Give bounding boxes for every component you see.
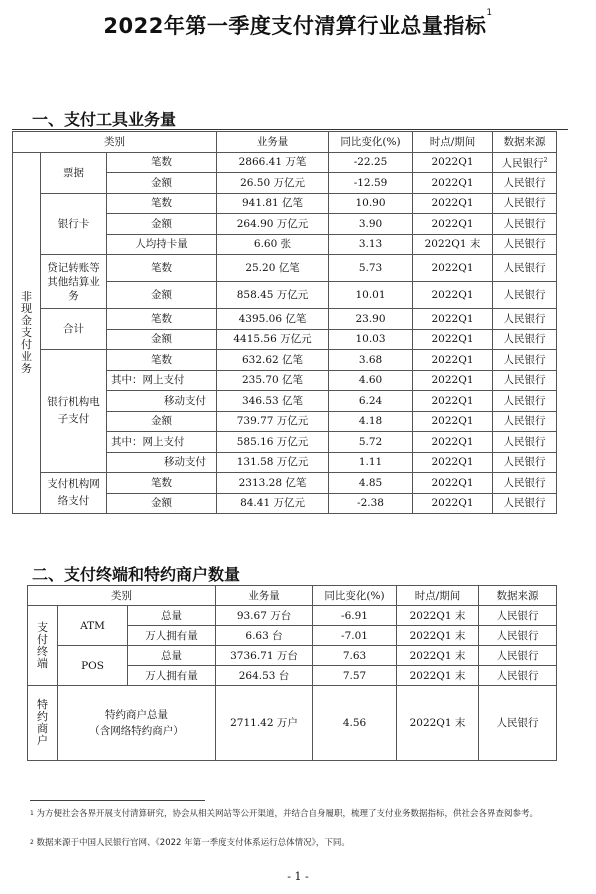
section-divider bbox=[12, 129, 568, 130]
metric-label: 金额 bbox=[107, 329, 217, 350]
volume-cell: 264.53 台 bbox=[216, 666, 313, 686]
header-volume: 业务量 bbox=[216, 586, 313, 606]
yoy-cell: 10.03 bbox=[329, 329, 413, 350]
volume-cell: 84.41 万亿元 bbox=[217, 493, 329, 514]
yoy-cell: 10.01 bbox=[329, 282, 413, 309]
metric-label: 金额 bbox=[107, 173, 217, 194]
yoy-cell: 4.85 bbox=[329, 473, 413, 494]
metric-label: 笔数 bbox=[107, 255, 217, 282]
period-cell: 2022Q1 bbox=[413, 282, 493, 309]
group-label-non-cash: 非现金支付业务 bbox=[13, 152, 41, 514]
source-cell: 人民银行 bbox=[493, 473, 557, 494]
source-cell: 人民银行 bbox=[493, 255, 557, 282]
category-bank-electronic: 银行机构电子支付 bbox=[41, 350, 107, 473]
metric-label-online: 其中：网上支付 bbox=[107, 432, 217, 453]
header-source: 数据来源 bbox=[479, 586, 557, 606]
period-cell: 2022Q1 bbox=[413, 493, 493, 514]
period-cell: 2022Q1 bbox=[413, 391, 493, 412]
volume-cell: 2711.42 万户 bbox=[216, 686, 313, 761]
yoy-cell: 1.11 bbox=[329, 452, 413, 473]
period-cell: 2022Q1 末 bbox=[397, 606, 479, 626]
period-cell: 2022Q1 bbox=[413, 350, 493, 371]
volume-cell: 632.62 亿笔 bbox=[217, 350, 329, 371]
period-cell: 2022Q1 末 bbox=[397, 646, 479, 666]
page-number: - 1 - bbox=[287, 870, 309, 883]
source-cell: 人民银行 bbox=[493, 173, 557, 194]
source-cell: 人民银行 bbox=[479, 626, 557, 646]
table-row bbox=[13, 350, 557, 371]
category-payment-institution: 支付机构网络支付 bbox=[41, 473, 107, 514]
yoy-cell: -22.25 bbox=[329, 152, 413, 173]
period-cell: 2022Q1 bbox=[413, 255, 493, 282]
table-row bbox=[28, 606, 557, 626]
category-bank-card: 银行卡 bbox=[41, 193, 107, 255]
source-cell: 人民银行 bbox=[479, 646, 557, 666]
yoy-cell: 6.24 bbox=[329, 391, 413, 412]
metric-label: 总量 bbox=[128, 646, 216, 666]
metric-label: 金额 bbox=[107, 411, 217, 432]
category-bills: 票据 bbox=[41, 152, 107, 193]
footnote-marker: 1 bbox=[30, 810, 34, 817]
source-cell: 人民银行 bbox=[493, 370, 557, 391]
metric-label: 金额 bbox=[107, 493, 217, 514]
table-row bbox=[13, 152, 557, 173]
footnote-2: $^2$ 数据来源于中国人民银行官网、《2022 年第一季度支付体系运行总体情况》，下同。 bbox=[30, 838, 350, 848]
volume-cell: 25.20 亿笔 bbox=[217, 255, 329, 282]
yoy-cell: -7.01 bbox=[313, 626, 397, 646]
source-cell: 人民银行$^2$ bbox=[493, 152, 557, 173]
period-cell: 2022Q1 末 bbox=[397, 666, 479, 686]
merchant-label: 特约商户总量 bbox=[105, 709, 168, 721]
period-cell: 2022Q1 bbox=[413, 152, 493, 173]
period-cell: 2022Q1 bbox=[413, 329, 493, 350]
terminals-table bbox=[27, 585, 557, 761]
volume-cell: 2313.28 亿笔 bbox=[217, 473, 329, 494]
title-footnote-marker: 1 bbox=[486, 8, 493, 18]
yoy-cell: 3.13 bbox=[329, 234, 413, 255]
table-row bbox=[28, 646, 557, 666]
volume-cell: 6.60 张 bbox=[217, 234, 329, 255]
source-cell: 人民银行 bbox=[493, 391, 557, 412]
header-volume: 业务量 bbox=[217, 132, 329, 153]
metric-label-online: 其中：网上支付 bbox=[107, 370, 217, 391]
header-yoy: 同比变化(%) bbox=[313, 586, 397, 606]
volume-cell: 346.53 亿笔 bbox=[217, 391, 329, 412]
table-row bbox=[13, 473, 557, 494]
metric-label: 人均持卡量 bbox=[107, 234, 217, 255]
volume-cell: 739.77 万亿元 bbox=[217, 411, 329, 432]
yoy-cell: 4.56 bbox=[313, 686, 397, 761]
header-yoy: 同比变化(%) bbox=[329, 132, 413, 153]
metric-label: 笔数 bbox=[107, 473, 217, 494]
header-period: 时点/期间 bbox=[397, 586, 479, 606]
volume-cell: 93.67 万台 bbox=[216, 606, 313, 626]
source-cell: 人民银行 bbox=[493, 234, 557, 255]
yoy-cell: 5.72 bbox=[329, 432, 413, 453]
period-cell: 2022Q1 bbox=[413, 214, 493, 235]
source-cell: 人民银行 bbox=[493, 350, 557, 371]
yoy-cell: 3.90 bbox=[329, 214, 413, 235]
yoy-cell: 4.60 bbox=[329, 370, 413, 391]
metric-label-mobile: 移动支付 bbox=[107, 452, 217, 473]
section-heading-terminals: 二、支付终端和特约商户数量 bbox=[32, 565, 241, 584]
yoy-cell: 10.90 bbox=[329, 193, 413, 214]
footnote-1: $^1$ 为方便社会各界开展支付清算研究，协会从相关网站等公开渠道，并结合自身履职，梳理了支付业务数据指标，供社会各界查阅参考。 bbox=[30, 809, 539, 819]
metric-label: 笔数 bbox=[107, 152, 217, 173]
section-heading-payment-tools: 一、支付工具业务量 bbox=[32, 110, 177, 129]
volume-cell: 2866.41 万笔 bbox=[217, 152, 329, 173]
period-cell: 2022Q1 bbox=[413, 173, 493, 194]
volume-cell: 264.90 万亿元 bbox=[217, 214, 329, 235]
metric-label: 笔数 bbox=[107, 350, 217, 371]
yoy-cell: -6.91 bbox=[313, 606, 397, 626]
header-category: 类别 bbox=[13, 132, 217, 153]
source-cell: 人民银行 bbox=[493, 214, 557, 235]
table-header-row bbox=[13, 132, 557, 153]
volume-cell: 6.63 台 bbox=[216, 626, 313, 646]
table-row bbox=[13, 255, 557, 282]
yoy-cell: 4.18 bbox=[329, 411, 413, 432]
metric-label-mobile: 移动支付 bbox=[107, 391, 217, 412]
header-source: 数据来源 bbox=[493, 132, 557, 153]
period-cell: 2022Q1 bbox=[413, 452, 493, 473]
merchant-label-cell bbox=[58, 686, 216, 761]
yoy-cell: 7.57 bbox=[313, 666, 397, 686]
metric-label: 万人拥有量 bbox=[128, 666, 216, 686]
table-header-row bbox=[28, 586, 557, 606]
category-pos: POS bbox=[58, 646, 128, 686]
category-total: 合计 bbox=[41, 309, 107, 350]
yoy-cell: 7.63 bbox=[313, 646, 397, 666]
payment-tools-table bbox=[12, 131, 557, 514]
metric-label: 笔数 bbox=[107, 309, 217, 330]
metric-label: 金额 bbox=[107, 282, 217, 309]
volume-cell: 3736.71 万台 bbox=[216, 646, 313, 666]
volume-cell: 585.16 万亿元 bbox=[217, 432, 329, 453]
period-cell: 2022Q1 bbox=[413, 370, 493, 391]
period-cell: 2022Q1 bbox=[413, 193, 493, 214]
yoy-cell: 3.68 bbox=[329, 350, 413, 371]
volume-cell: 235.70 亿笔 bbox=[217, 370, 329, 391]
volume-cell: 941.81 亿笔 bbox=[217, 193, 329, 214]
table-row bbox=[13, 309, 557, 330]
source-cell: 人民银行 bbox=[493, 282, 557, 309]
source-cell: 人民银行 bbox=[493, 411, 557, 432]
source-cell: 人民银行 bbox=[493, 452, 557, 473]
source-cell: 人民银行 bbox=[493, 329, 557, 350]
period-cell: 2022Q1 末 bbox=[413, 234, 493, 255]
source-cell: 人民银行 bbox=[493, 193, 557, 214]
volume-cell: 131.58 万亿元 bbox=[217, 452, 329, 473]
merchant-sublabel: （含网络特约商户） bbox=[89, 725, 184, 737]
period-cell: 2022Q1 末 bbox=[397, 686, 479, 761]
period-cell: 2022Q1 bbox=[413, 309, 493, 330]
volume-cell: 26.50 万亿元 bbox=[217, 173, 329, 194]
period-cell: 2022Q1 bbox=[413, 411, 493, 432]
source-cell: 人民银行 bbox=[479, 666, 557, 686]
table-row bbox=[13, 193, 557, 214]
footnote-divider bbox=[30, 800, 205, 801]
yoy-cell: -12.59 bbox=[329, 173, 413, 194]
volume-cell: 858.45 万亿元 bbox=[217, 282, 329, 309]
group-label-terminals: 支付终端 bbox=[28, 606, 58, 686]
footnote-marker: 2 bbox=[30, 839, 34, 846]
table-row bbox=[28, 686, 557, 761]
source-footnote-marker: 2 bbox=[543, 157, 548, 164]
volume-cell: 4415.56 万亿元 bbox=[217, 329, 329, 350]
period-cell: 2022Q1 末 bbox=[397, 626, 479, 646]
yoy-cell: -2.38 bbox=[329, 493, 413, 514]
header-period: 时点/期间 bbox=[413, 132, 493, 153]
metric-label: 万人拥有量 bbox=[128, 626, 216, 646]
source-cell: 人民银行 bbox=[493, 493, 557, 514]
group-label-merchants: 特约商户 bbox=[28, 686, 58, 761]
source-cell: 人民银行 bbox=[479, 606, 557, 626]
yoy-cell: 5.73 bbox=[329, 255, 413, 282]
metric-label: 笔数 bbox=[107, 193, 217, 214]
page-title: 2022年第一季度支付清算行业总量指标$^1$ bbox=[103, 8, 493, 38]
category-atm: ATM bbox=[58, 606, 128, 646]
source-cell: 人民银行 bbox=[493, 432, 557, 453]
metric-label: 金额 bbox=[107, 214, 217, 235]
source-cell: 人民银行 bbox=[493, 309, 557, 330]
period-cell: 2022Q1 bbox=[413, 432, 493, 453]
metric-label: 总量 bbox=[128, 606, 216, 626]
header-category: 类别 bbox=[28, 586, 216, 606]
volume-cell: 4395.06 亿笔 bbox=[217, 309, 329, 330]
yoy-cell: 23.90 bbox=[329, 309, 413, 330]
period-cell: 2022Q1 bbox=[413, 473, 493, 494]
category-credit-transfer: 贷记转账等其他结算业务 bbox=[41, 255, 107, 309]
source-cell: 人民银行 bbox=[479, 686, 557, 761]
